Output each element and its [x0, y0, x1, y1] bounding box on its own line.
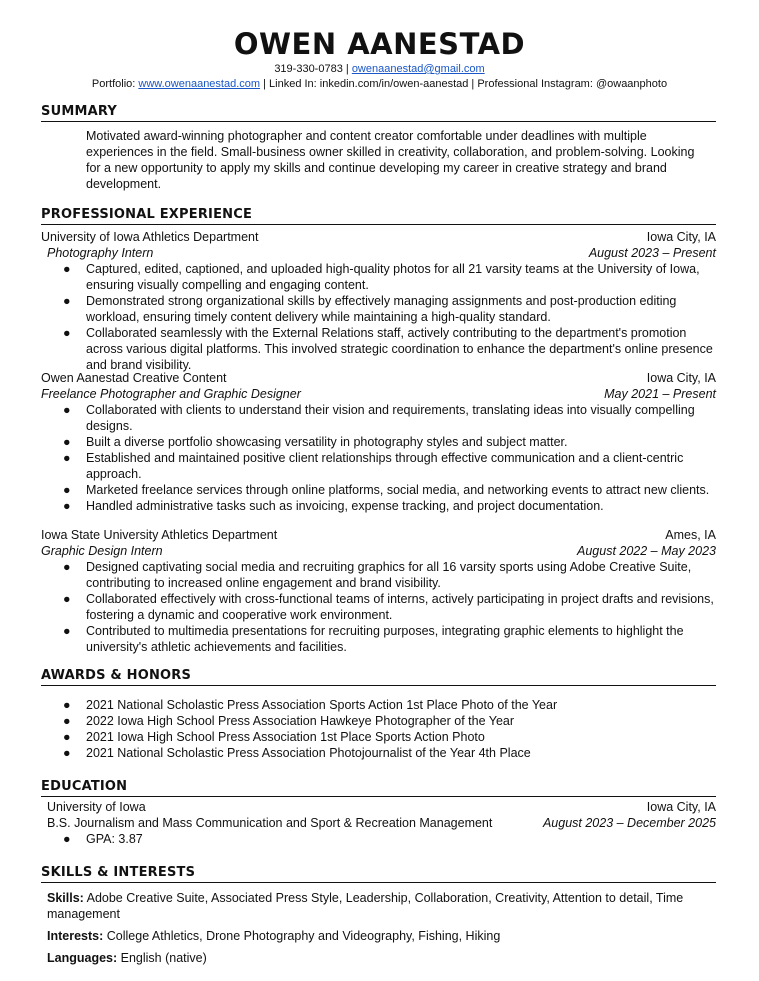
job-dates: August 2022 – May 2023	[577, 544, 716, 558]
list-item	[41, 402, 716, 434]
interests-line	[47, 928, 717, 944]
bullet-text: Captured, edited, captioned, and uploaded high-quality photos for all 21 varsity teams at the University of Iowa, ensuring visually compelling and engaging content.	[86, 262, 700, 292]
degree: B.S. Journalism and Mass Communication and Sport & Recreation Management	[47, 816, 493, 830]
awards-list	[41, 697, 716, 761]
skills-label: Skills:	[47, 891, 84, 905]
list-item	[41, 482, 716, 498]
award-text: 2021 National Scholastic Press Association Sports Action 1st Place Photo of the Year	[86, 698, 558, 712]
list-item	[41, 713, 716, 729]
bullet-icon: ●	[63, 262, 71, 276]
bullet-icon: ●	[63, 624, 71, 638]
email-link[interactable]: owenaanestad@gmail.com	[351, 63, 485, 75]
job-title: Graphic Design Intern	[41, 544, 163, 558]
list-item	[41, 729, 716, 745]
list-item	[41, 591, 716, 623]
list-item	[41, 498, 716, 514]
education-heading: EDUCATION	[41, 779, 716, 797]
contact-line-2	[0, 77, 759, 91]
award-text: 2022 Iowa High School Press Association Hawkeye Photographer of the Year	[86, 714, 515, 728]
school-location: Iowa City, IA	[646, 800, 716, 814]
job-title: Freelance Photographer and Graphic Designer	[41, 387, 301, 401]
list-item	[41, 325, 716, 373]
bullet-icon: ●	[63, 832, 71, 846]
experience-heading: PROFESSIONAL EXPERIENCE	[41, 207, 716, 225]
contact-line-1	[0, 62, 759, 76]
portfolio-link[interactable]: www.owenaanestad.com	[138, 78, 261, 90]
phone: 319-330-0783	[274, 63, 343, 75]
bullet-text: Collaborated seamlessly with the External Relations staff, actively contributing to the department's promotion across various digital platforms. This involved strategic coordination to enhance the department's online presence and brand visibility.	[86, 326, 713, 372]
bullet-text: Designed captivating social media and recruiting graphics for all 16 varsity sports using Adobe Creative Suite, contributing to increased online engagement and brand visibility.	[86, 560, 692, 590]
job-location: Iowa City, IA	[646, 371, 716, 385]
job-org: University of Iowa Athletics Department	[41, 230, 259, 244]
candidate-name: OWEN AANESTAD	[233, 27, 526, 61]
summary-heading: SUMMARY	[41, 104, 716, 122]
education-dates: August 2023 – December 2025	[542, 816, 716, 830]
bullet-icon: ●	[63, 326, 71, 340]
skills-line	[47, 890, 717, 922]
job-dates: August 2023 – Present	[588, 246, 716, 260]
bullet-icon: ●	[63, 483, 71, 497]
list-item	[41, 697, 716, 713]
job-bullets	[41, 559, 716, 655]
bullet-icon: ●	[63, 294, 71, 308]
education-bullets	[41, 831, 716, 847]
job-title: Photography Intern	[47, 246, 154, 260]
bullet-text: Marketed freelance services through online platforms, social media, and networking events to attract new clients.	[86, 483, 710, 497]
languages-line	[47, 950, 717, 966]
job-org: Iowa State University Athletics Department	[41, 528, 278, 542]
list-item	[41, 559, 716, 591]
list-item	[41, 434, 716, 450]
list-item	[41, 293, 716, 325]
bullet-icon: ●	[63, 730, 71, 744]
list-item	[41, 623, 716, 655]
job-location: Iowa City, IA	[646, 230, 716, 244]
gpa-text: GPA: 3.87	[86, 832, 143, 846]
interests-text: College Athletics, Drone Photography and Videography, Fishing, Hiking	[103, 929, 501, 943]
job-org: Owen Aanestad Creative Content	[41, 371, 227, 385]
award-text: 2021 National Scholastic Press Association Photojournalist of the Year 4th Place	[86, 746, 531, 760]
bullet-icon: ●	[63, 560, 71, 574]
bullet-text: Collaborated effectively with cross-functional teams of interns, actively participating in project drafts and revisions, fostering a dynamic and cooperative work environment.	[86, 592, 714, 622]
job-bullets	[41, 261, 716, 373]
bullet-text: Contributed to multimedia presentations for recruiting purposes, integrating graphic elements to highlight the university's athletic achievements and facilities.	[86, 624, 684, 654]
list-item	[41, 261, 716, 293]
bullet-icon: ●	[63, 451, 71, 465]
summary-text: Motivated award-winning photographer and content creator comfortable under deadlines with multiple experiences in the field. Small-business owner skilled in creativity, collaboration, and problem-solving. Looking for a new opportunity to apply my skills and continue developing my career in creative strategy and brand development.	[86, 129, 695, 191]
list-item	[41, 745, 716, 761]
list-item	[41, 831, 716, 847]
interests-label: Interests:	[47, 929, 104, 943]
job-dates: May 2021 – Present	[604, 387, 716, 401]
award-text: 2021 Iowa High School Press Association 1st Place Sports Action Photo	[86, 730, 485, 744]
bullet-icon: ●	[63, 698, 71, 712]
languages-text: English (native)	[117, 951, 207, 965]
bullet-icon: ●	[63, 499, 71, 513]
bullet-icon: ●	[63, 746, 71, 760]
languages-label: Languages:	[47, 951, 118, 965]
bullet-icon: ●	[63, 592, 71, 606]
social-links: | Linked In: inkedin.com/in/owen-aanestad | Professional Instagram: @owaanphoto	[260, 78, 668, 90]
job-location: Ames, IA	[665, 528, 716, 542]
skills-text: Adobe Creative Suite, Associated Press Style, Leadership, Collaboration, Creativity, Attention to detail, Time management	[47, 891, 684, 921]
bullet-text: Established and maintained positive client relationships through effective communication and a client-centric approach.	[86, 451, 684, 481]
skills-heading: SKILLS & INTERESTS	[41, 865, 716, 883]
bullet-text: Built a diverse portfolio showcasing versatility in photography styles and subject matter.	[86, 435, 568, 449]
bullet-text: Handled administrative tasks such as invoicing, expense tracking, and project documentation.	[86, 499, 604, 513]
awards-heading: AWARDS & HONORS	[41, 668, 716, 686]
portfolio-label: Portfolio:	[91, 78, 139, 90]
bullet-icon: ●	[63, 714, 71, 728]
separator: |	[342, 63, 352, 75]
bullet-icon: ●	[63, 435, 71, 449]
school-name: University of Iowa	[47, 800, 146, 814]
bullet-icon: ●	[63, 403, 71, 417]
bullet-text: Collaborated with clients to understand their vision and requirements, translating ideas into visually compelling designs.	[86, 403, 695, 433]
job-bullets	[41, 402, 716, 514]
list-item	[41, 450, 716, 482]
bullet-text: Demonstrated strong organizational skills by effectively managing assignments and post-production editing workload, ensuring timely content delivery while maintaining a high-quality standard.	[86, 294, 677, 324]
